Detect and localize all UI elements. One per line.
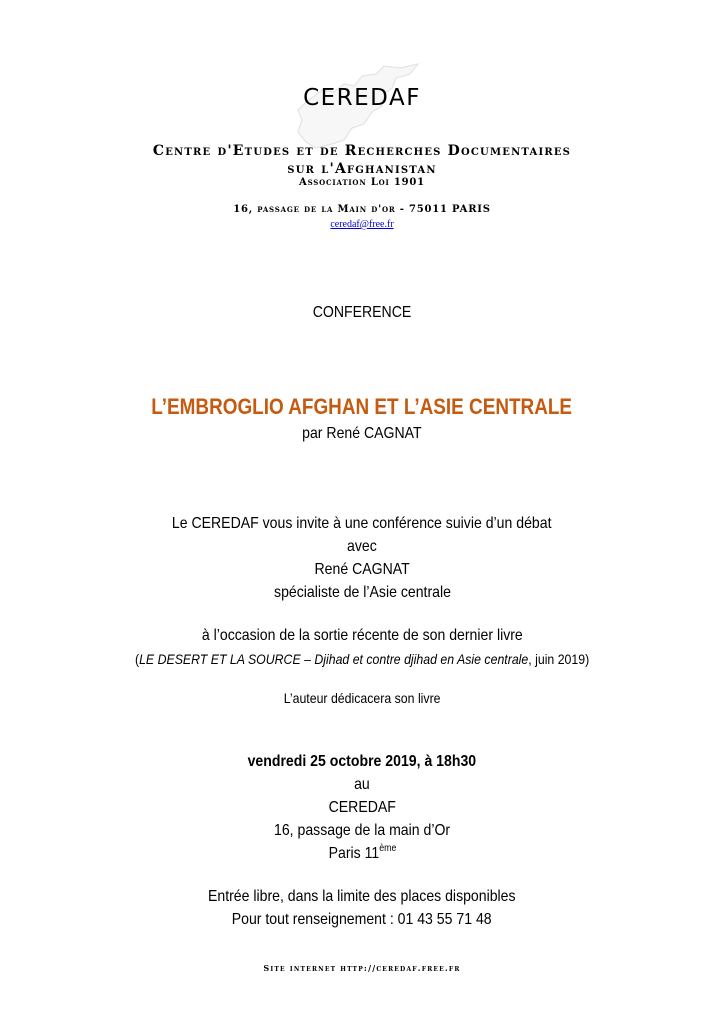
org-address: 16, passage de la Main d'or - 75011 PARIS (233, 204, 491, 215)
event-date (0, 752, 724, 772)
book-open-paren: ( (134, 651, 139, 667)
org-name-line-1: Centre d'Etudes et de Recherches Documentaires (152, 143, 572, 159)
venue-name (0, 798, 724, 818)
contact-info-text: Pour tout renseignement : 01 43 55 71 48 (232, 911, 492, 928)
venue-address (0, 821, 724, 841)
speaker-name-text: René CAGNAT (314, 561, 410, 578)
email-link[interactable]: ceredaf@free.fr (330, 219, 394, 230)
event-title (0, 393, 724, 421)
venue-city-suffix: ème (378, 843, 396, 854)
association-status: Association Loi 1901 (299, 177, 425, 188)
invite-text: Le CEREDAF vous invite à une conférence suivie d’un débat (172, 515, 552, 532)
venue-city (0, 844, 724, 864)
venue-city-name: Paris 11 (328, 845, 379, 862)
avec-line (0, 537, 724, 557)
occasion-text: à l’occasion de la sortie récente de son dernier livre (201, 627, 523, 644)
org-name-line-2: sur l'Afghanistan (287, 161, 437, 177)
book-reference (0, 649, 724, 669)
contact-info (0, 910, 724, 930)
venue-prefix (0, 775, 724, 795)
event-type-label: CONFERENCE (312, 304, 412, 321)
speaker-specialty-text: spécialiste de l’Asie centrale (273, 584, 451, 601)
speaker-specialty (0, 583, 724, 603)
venue-prefix-text: au (354, 776, 370, 793)
signing-note (0, 688, 724, 708)
event-type (0, 303, 724, 323)
event-title-text: L’EMBROGLIO AFGHAN ET L’ASIE CENTRALE (151, 394, 573, 419)
website-footer[interactable]: Site internet http://ceredaf.free.fr (263, 963, 461, 973)
book-date: , juin 2019) (528, 651, 590, 667)
signing-note-text: L’auteur dédicacera son livre (283, 690, 441, 706)
entry-info (0, 887, 724, 907)
invite-line (0, 514, 724, 534)
entry-info-text: Entrée libre, dans la limite des places disponibles (208, 888, 516, 905)
event-byline (0, 424, 724, 444)
ceredaf-logo: CEREDAF (303, 85, 421, 111)
venue-address-text: 16, passage de la main d’Or (273, 822, 451, 839)
venue-city-text (328, 844, 396, 864)
event-byline-text: par René CAGNAT (302, 425, 422, 442)
venue-name-text: CEREDAF (328, 799, 396, 816)
avec-text: avec (347, 538, 377, 555)
book-reference-text (135, 649, 589, 669)
book-title: LE DESERT ET LA SOURCE – Djihad et contre djihad en Asie centrale (138, 651, 529, 667)
speaker-name (0, 560, 724, 580)
occasion-line (0, 626, 724, 646)
event-date-text: vendredi 25 octobre 2019, à 18h30 (247, 753, 477, 770)
